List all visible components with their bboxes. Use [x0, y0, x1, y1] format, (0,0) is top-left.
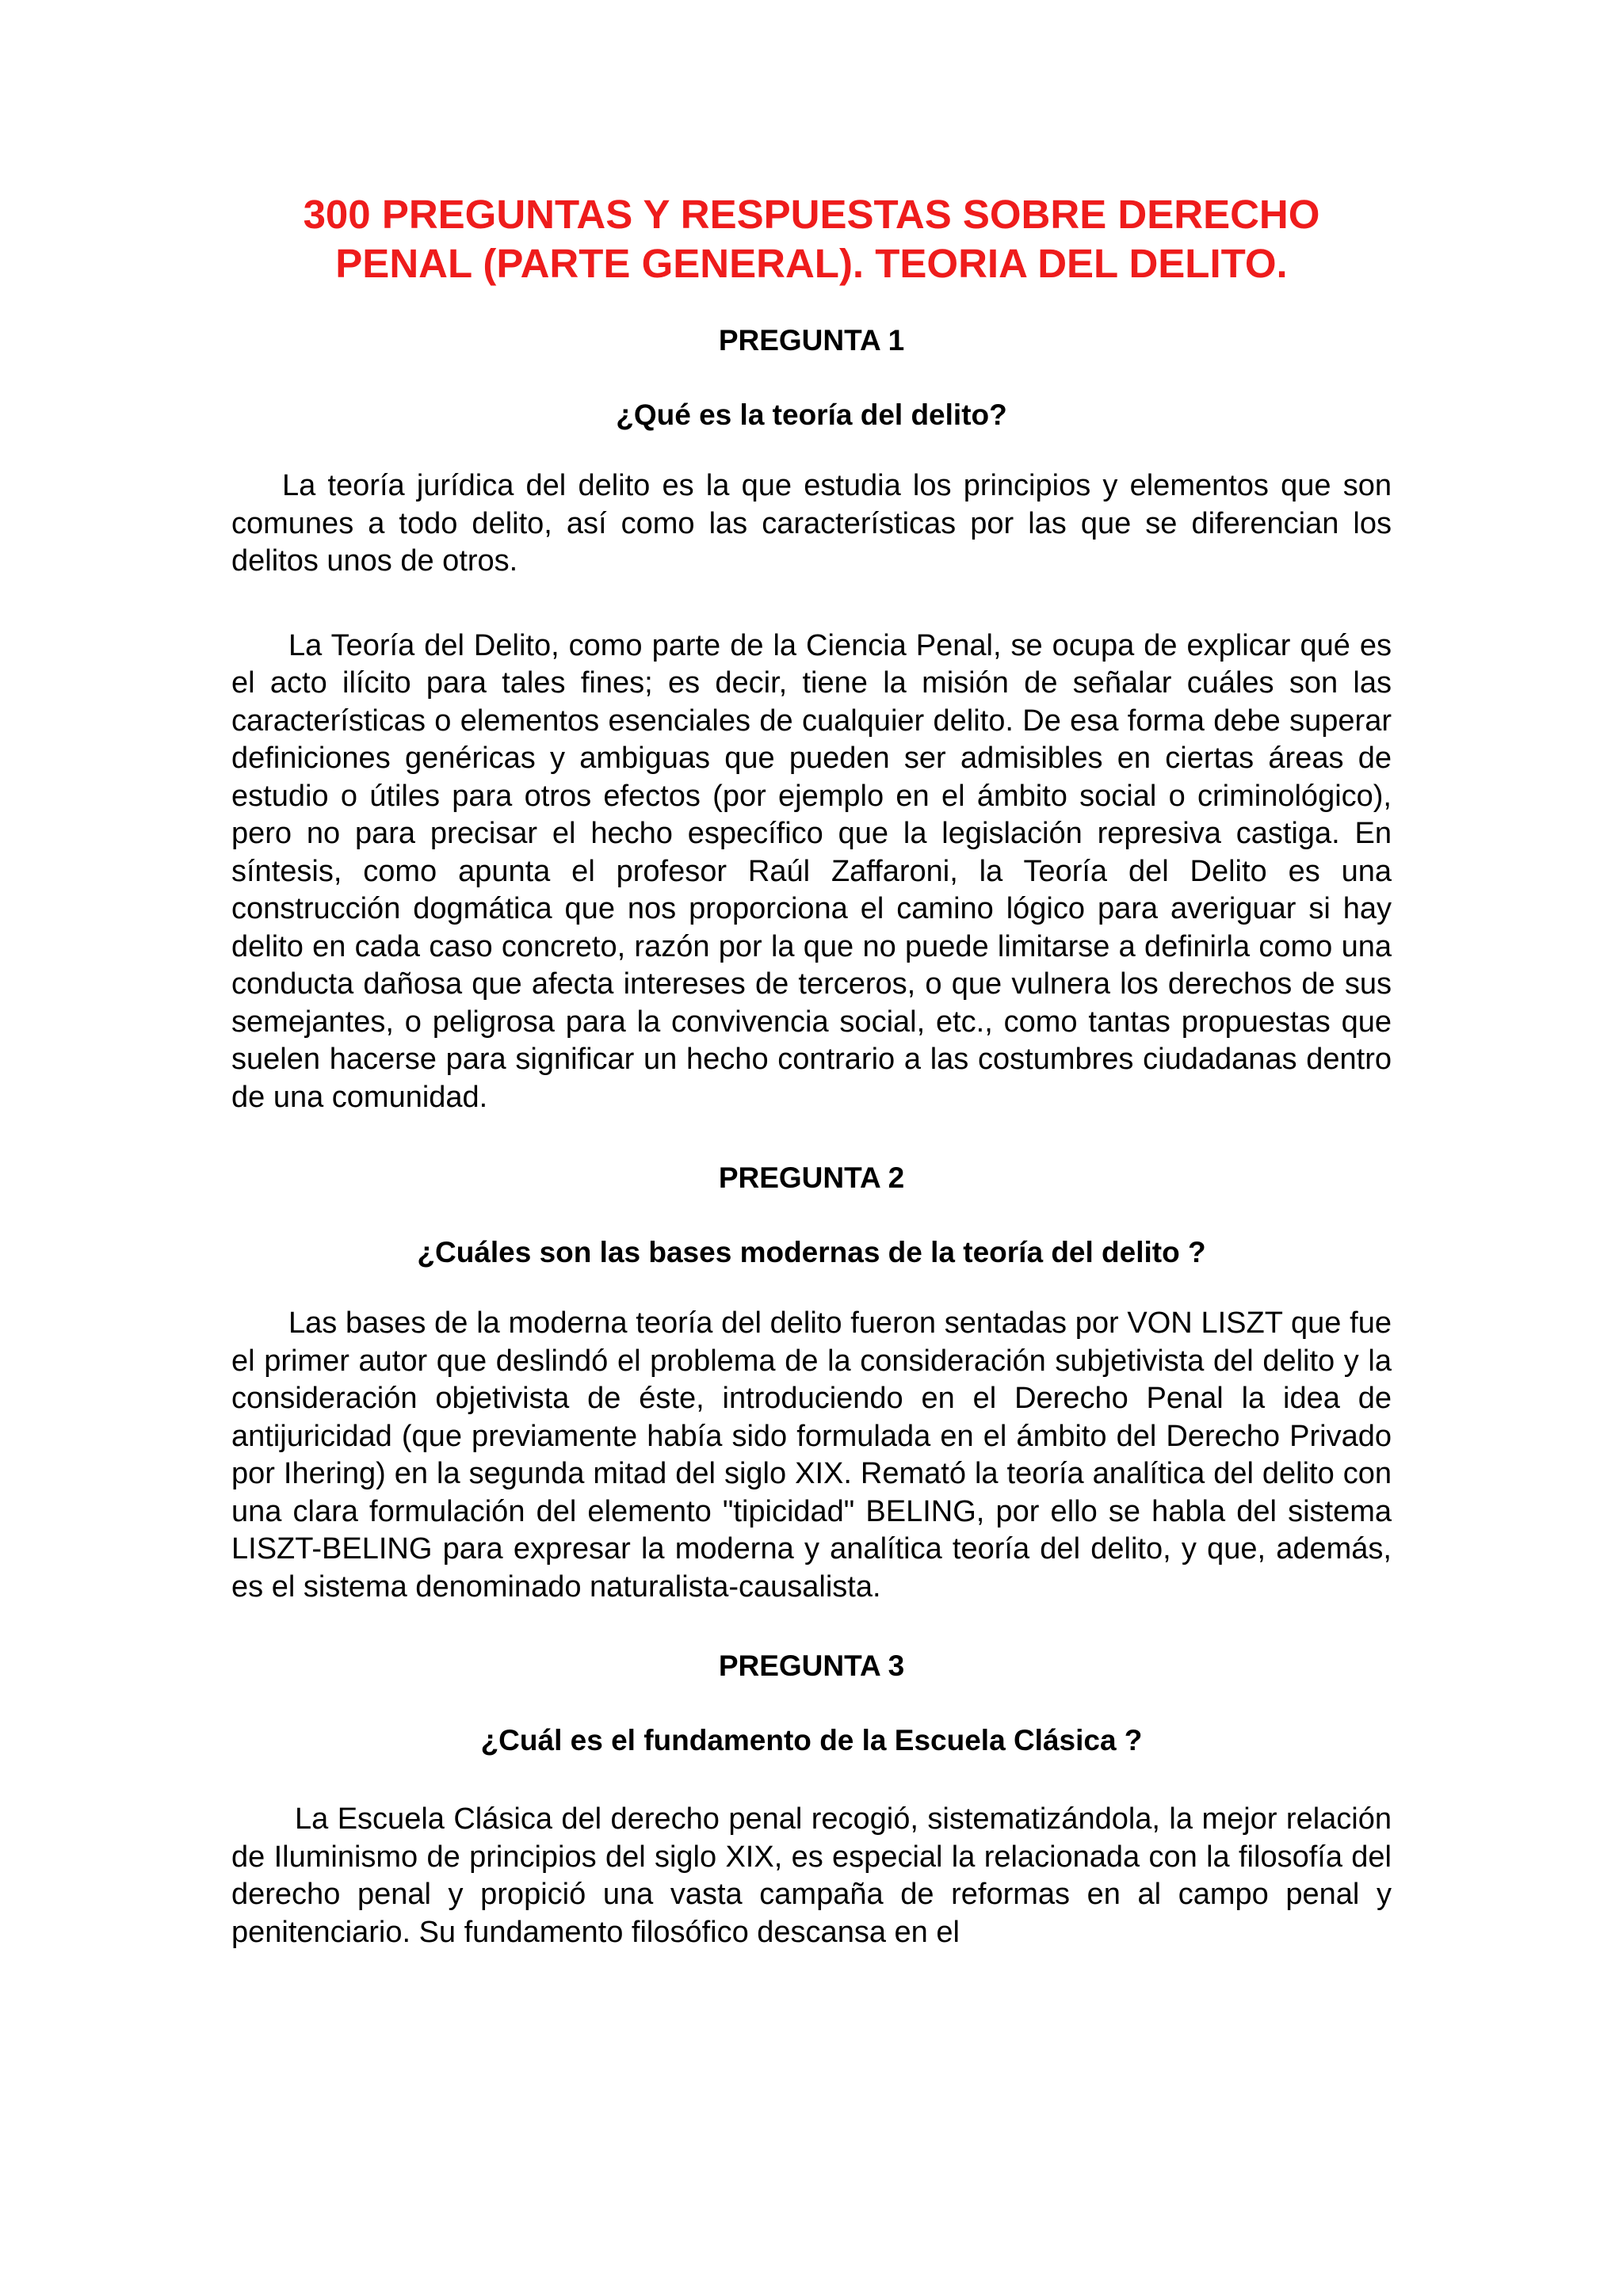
question-number: PREGUNTA 3 — [718, 1650, 905, 1682]
document-title: 300 PREGUNTAS Y RESPUESTAS SOBRE DERECHO PENAL (PARTE GENERAL). TEORIA DEL DELITO. — [303, 192, 1320, 286]
question-number: PREGUNTA 2 — [718, 1161, 905, 1194]
question-section-1 — [231, 323, 1392, 1116]
question-section-3 — [231, 1649, 1392, 1951]
question-number: PREGUNTA 1 — [718, 324, 905, 357]
answer-paragraph: Las bases de la moderna teoría del delito fueron sentadas por VON LISZT que fue el primer autor que deslindó el problema de la consideración subjetivista del delito y la consideración objetivista de éste, introduciendo en el Derecho Penal la idea de antijuricidad (que previamente había sido formulada en el ámbito del Derecho Privado por Ihering) en la segunda mitad del siglo XIX. Remató la teoría analítica del delito con una clara formulación del elemento "tipicidad" BELING, por ello se habla del sistema LISZT-BELING para expresar la moderna y analítica teoría del delito, y que, además, es el sistema denominado naturalista-causalista. — [231, 1306, 1392, 1604]
answer-paragraph: La Teoría del Delito, como parte de la Ciencia Penal, se ocupa de explicar qué es el acto ilícito para tales fines; es decir, tiene la misión de señalar cuáles son las características o elementos esenciales de cualquier delito. De esa forma debe superar definiciones genéricas y ambiguas que pueden ser admisibles en ciertas áreas de estudio o útiles para otros efectos (por ejemplo en el ámbito social o criminológico), pero no para precisar el hecho específico que la legislación represiva castiga. En síntesis, como apunta el profesor Raúl Zaffaroni, la Teoría del Delito es una construcción dogmática que nos proporciona el camino lógico para averiguar si hay delito en cada caso concreto, razón por la que no puede limitarse a definirla como una conducta dañosa que afecta intereses de terceros, o que vulnera los derechos de sus semejantes, o peligrosa para la convivencia social, etc., como tantas propuestas que suelen hacerse para significar un hecho contrario a las costumbres ciudadanas dentro de una comunidad. — [231, 628, 1392, 1114]
question-text: ¿Cuáles son las bases modernas de la teoría del delito ? — [417, 1236, 1206, 1268]
answer-paragraph: La teoría jurídica del delito es la que estudia los principios y elementos que son comunes a todo delito, así como las características por las que se diferencian los delitos unos de otros. — [231, 469, 1392, 578]
question-text: ¿Qué es la teoría del delito? — [616, 399, 1007, 431]
answer-paragraph: La Escuela Clásica del derecho penal recogió, sistematizándola, la mejor relación de Iluminismo de principios del siglo XIX, es especial la relacionada con la filosofía del derecho penal y propició una vasta campaña de reformas en al campo penal y penitenciario. Su fundamento filosófico descansa en el — [231, 1802, 1392, 1949]
question-text: ¿Cuál es el fundamento de la Escuela Clásica ? — [480, 1724, 1143, 1756]
document-page — [231, 190, 1392, 1951]
question-section-2 — [231, 1161, 1392, 1606]
